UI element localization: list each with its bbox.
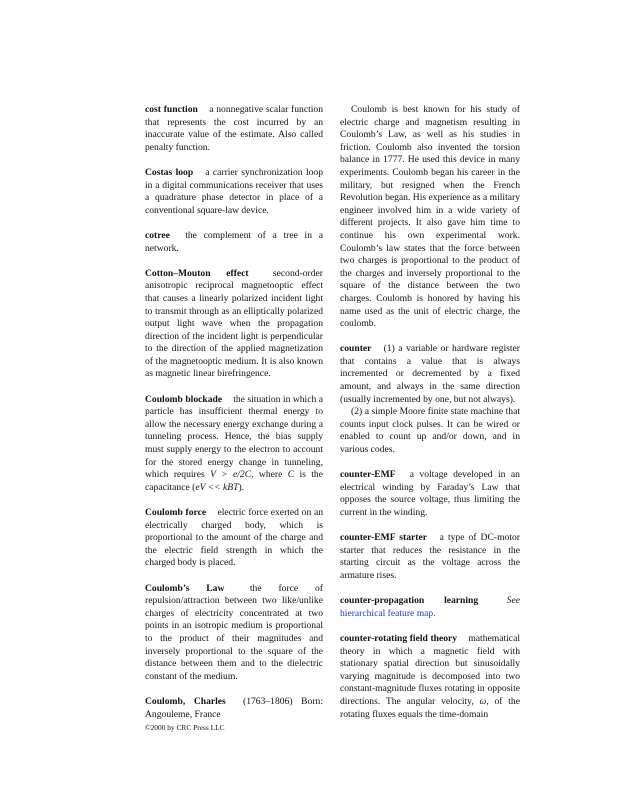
term-cotree: cotree [145,229,170,241]
definition-coulombs-law: the force of repulsion/attraction between two like/unlike charges of electricity concentrated at two points in an isotropic medium is proportional to the product of their magnitudes and inversely proportional to the square of the distance between them and to the dielectric constant of the medium. [145,582,324,682]
entry-counter-emf [340,469,520,519]
definition-coulomb-force: electric force exerted on an electrically charged body, which is proportional to the amount of the charge and the electric field strength in which the charged body is placed. [145,507,323,569]
entry-cotton-mouton-effect [145,268,323,381]
math-coulomb-blockade-energy: eV << kBT [195,481,239,493]
term-coulombs-law: Coulomb’s Law [145,582,225,594]
definition-coulomb-charles: (1763–1806) Born: Angouleme, France [145,695,323,720]
term-cost-function: cost function [145,104,198,115]
definition-coulomb-blockade-part3: is the capacitance ( [145,469,323,493]
term-counter-rotating-field-theory: counter-rotating field theory [340,632,458,644]
definition-coulomb-blockade-part2: , where [251,469,283,481]
term-counter-propagation-learning: counter-propagation learning [340,595,479,607]
definition-counter-emf-starter: a type of DC-motor starter that reduces the resistance in the starting circuit as the voltage across the armature rises. [340,532,520,581]
entry-coulombs-law [145,583,323,684]
coulomb-biography: Coulomb is best known for his study of electric charge and magnetism resulting in Coulomb’s Law, as well as his studies in friction. Coulomb also invented the torsion balance in 1777. He used this device in many experiments. Coulomb began his career in the military, but resigned when the French Revolution began. His experience as a military engineer involved him in a wide variety of different projects. It also gave him time to continue his own experimental work. Coulomb’s law states that the force between two charges is proportional to the product of the charges and inversely proportional to the square of the distance between the two charges. Coulomb is honored by having his name used as the unit of electric charge, the coulomb. [340,104,520,330]
see-reference: See [506,595,520,607]
definition-cotree: the complement of a tree in a network. [145,229,323,254]
counter-definition-1 [340,343,520,406]
entry-coulomb-blockade [145,394,323,495]
entry-counter [340,343,520,456]
right-column [340,104,520,734]
hierarchical-feature-map-link[interactable]: hierarchical feature map. [340,607,436,619]
entry-coulomb-force [145,507,323,570]
math-coulomb-blockade-condition: V > e/2C [210,469,252,481]
left-column [145,104,323,734]
entry-cost-function [145,104,323,154]
term-coulomb-charles: Coulomb, Charles [145,695,226,707]
math-angular-velocity: ω [479,695,487,707]
term-coulomb-blockade: Coulomb blockade [145,393,223,405]
term-counter-emf: counter-EMF [340,469,396,481]
term-costas-loop: Costas loop [145,166,194,178]
math-coulomb-blockade-capacitance-symbol: C [287,469,295,481]
definition-counter-rotating-part1: mathematical theory in which a magnetic field with stationary spatial direction but sinusoidally varying magnitude is decomposed into two constant-magnitude fluxes rotating in opposite directions. The angular velocity, [340,632,520,707]
definition-cotton-mouton-effect: second-order anisotropic reciprocal magnetooptic effect that causes a linearly polarized incident light to transmit through as an elliptically polarized output light wave when the propagation direction of the incident light is perpendicular to the direction of the applied magnetization of the magnetooptic medium. It is also known as magnetic linear birefringence. [145,267,323,380]
copyright-footer: ©2000 by CRC Press LLC [145,723,225,732]
entry-counter-propagation-learning [340,595,520,620]
definition-coulomb-blockade-part4: ). [238,481,245,493]
definition-coulomb-blockade-part1: the situation in which a particle has insufficient thermal energy to allow the necessary energy exchange during a tunneling process. Hence, the bias supply must supply energy to the electron to account for the stored energy change in tunneling, which requires [145,393,323,481]
term-counter-emf-starter: counter-EMF starter [340,532,427,544]
definition-counter-emf: a voltage developed in an electrical winding by Faraday’s Law that opposes the source voltage, thus limiting the current in the winding. [340,469,520,518]
term-counter: counter [340,343,372,355]
entry-cotree [145,230,323,255]
entry-counter-emf-starter [340,532,520,582]
definition-costas-loop: a carrier synchronization loop in a digital communications receiver that uses a quadrature phase detector in place of a conventional square-law device. [145,166,323,216]
definition-cost-function: a nonnegative scalar function that represents the cost incurred by an inaccurate value of the estimate. Also called penalty function. [145,104,323,153]
entry-counter-rotating-field-theory [340,633,520,721]
definition-counter-2: (2) a simple Moore finite state machine that counts input clock pulses. It can be wired or enabled to count up and/or down, and in various codes. [340,406,520,456]
term-coulomb-force: Coulomb force [145,507,207,518]
definition-counter-rotating-part2: , of the rotating fluxes equals the time-domain [340,695,520,720]
entry-costas-loop [145,167,323,217]
term-cotton-mouton-effect: Cotton–Mouton effect [145,267,249,279]
definition-counter-1: (1) a variable or hardware register that contains a value that is always incremented or decremented by a fixed amount, and always in the same direction (usually incremented by one, but not always). [340,343,520,405]
entry-coulomb-charles [145,696,323,721]
